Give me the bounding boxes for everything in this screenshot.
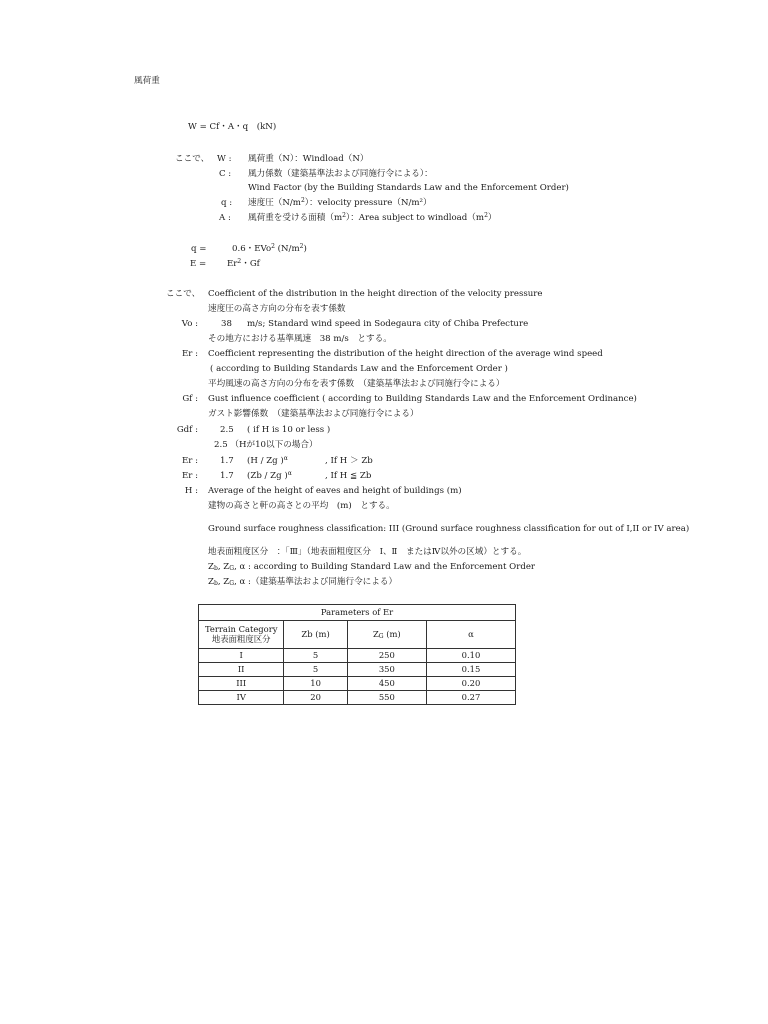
er-case2-expression: (Zb / Zg )$^\alpha$	[247, 470, 292, 481]
cell-category: II	[199, 663, 284, 677]
cell-zb: 20	[284, 691, 347, 705]
h-symbol: H :	[184, 486, 198, 496]
wind-load-formula: W = Cf・A・q (kN)	[188, 122, 277, 132]
cell-zg: 450	[347, 677, 426, 691]
er-definition-en-2: ( according to Building Standards Law and the Enforcement Order )	[210, 364, 508, 374]
cell-zb: 5	[284, 649, 347, 663]
er-definition-jp: 平均風速の高さ方向の分布を表す係数 （建築基準法および同施行令による）	[208, 379, 505, 389]
ground-roughness-jp: 地表面粗度区分 ：「Ⅲ」（地表面粗度区分 Ⅰ、Ⅱ またはⅣ以外の区域）とする。	[208, 547, 527, 557]
z-parameters-en: $Z_b$, $Z_G$, α : according to Building Standard Law and the Enforcement Order	[208, 562, 536, 572]
vo-symbol: Vo :	[181, 319, 198, 329]
er-case2-symbol: Er :	[181, 471, 198, 481]
er-case1-expression: (H / Zg )$^\alpha$	[247, 455, 288, 466]
c-definition-en: Wind Factor (by the Building Standards Law and the Enforcement Order)	[248, 183, 569, 193]
table-row	[199, 691, 516, 705]
er-parameters-table	[198, 604, 516, 705]
c-symbol: C :	[219, 169, 232, 179]
a-symbol: A :	[219, 213, 231, 223]
q-formula-lhs: q =	[191, 244, 207, 254]
gdf-value: 2.5	[220, 425, 234, 435]
table-row	[199, 677, 516, 691]
gf-symbol: Gf :	[182, 394, 198, 404]
er-case1-value: 1.7	[220, 456, 234, 466]
cell-category: IV	[199, 691, 284, 705]
er-case2-condition: , If H ≦ Zb	[325, 471, 372, 481]
cell-alpha: 0.10	[426, 649, 515, 663]
er-case2-value: 1.7	[220, 471, 234, 481]
where-label-2: ここで、	[166, 289, 201, 299]
gf-definition-jp: ガスト影響係数 （建築基準法および同施行令による）	[208, 409, 419, 419]
header-alpha: α	[426, 621, 515, 649]
cell-alpha: 0.27	[426, 691, 515, 705]
cell-zg: 250	[347, 649, 426, 663]
q-formula-rhs: 0.6・EVo$^2$ $(N/m^2)$	[232, 243, 307, 254]
cell-zb: 10	[284, 677, 347, 691]
vo-definition: m/s; Standard wind speed in Sodegaura city of Chiba Prefecture	[247, 319, 529, 329]
h-definition-jp: 建物の高さと軒の高さとの平均 (m) とする。	[208, 501, 395, 511]
header-terrain-category: Terrain Category 地表面粗度区分	[199, 621, 284, 649]
gdf-condition-jp: 2.5 （Hが10以下の場合）	[214, 440, 318, 450]
cell-zg: 350	[347, 663, 426, 677]
coefficient-jp: 速度圧の高さ方向の分布を表す係数	[208, 304, 346, 314]
c-definition: 風力係数（建築基準法および同施行令による）：	[248, 169, 433, 179]
w-definition: 風荷重（N）：Windload（N）	[248, 154, 369, 164]
w-symbol: W :	[217, 154, 232, 164]
table-row	[199, 663, 516, 677]
page-heading: 風荷重	[134, 76, 160, 86]
er-symbol: Er :	[181, 349, 198, 359]
where-label-1: ここで、	[175, 154, 210, 164]
e-formula-rhs: Er$^2$・Gf	[227, 258, 260, 269]
cell-alpha: 0.15	[426, 663, 515, 677]
h-definition-en: Average of the height of eaves and height of buildings (m)	[208, 486, 462, 496]
cell-alpha: 0.20	[426, 677, 515, 691]
gdf-condition: ( if H is 10 or less )	[247, 425, 331, 435]
table-title: Parameters of Er	[199, 605, 516, 621]
er-definition-en: Coefficient representing the distribution of the height direction of the average wind speed	[208, 349, 603, 359]
z-parameters-jp: $Z_b$, $Z_G$, α :（建築基準法および同施行令による）	[208, 577, 398, 587]
table-row	[199, 649, 516, 663]
q-definition: 速度圧$(N/m^2)$：velocity pressure（N/m²）	[248, 197, 432, 208]
header-zb: Zb (m)	[284, 621, 347, 649]
vo-value: 38	[221, 319, 232, 329]
a-definition: 風荷重を受ける面積$(m^2)$：Area subject to $windload(m^2)$	[248, 212, 497, 223]
coefficient-en: Coefficient of the distribution in the height direction of the velocity pressure	[208, 289, 543, 299]
gf-definition-en: Gust influence coefficient ( according to Building Standards Law and the Enforcement Ordinance)	[208, 394, 637, 404]
cell-category: III	[199, 677, 284, 691]
cell-category: I	[199, 649, 284, 663]
gdf-symbol: Gdf :	[176, 425, 198, 435]
er-case1-condition: , If H ＞ Zb	[325, 456, 373, 466]
header-zg: $Z_G$ (m)	[347, 621, 426, 649]
vo-definition-jp: その地方における基準風速 38 m/s とする。	[208, 334, 392, 344]
e-formula-lhs: E =	[190, 259, 207, 269]
cell-zb: 5	[284, 663, 347, 677]
er-case1-symbol: Er :	[181, 456, 198, 466]
q-symbol: q :	[221, 198, 233, 208]
ground-roughness-en: Ground surface roughness classification: III (Ground surface roughness classification for out of I,II or IV area)	[208, 524, 690, 534]
cell-zg: 550	[347, 691, 426, 705]
